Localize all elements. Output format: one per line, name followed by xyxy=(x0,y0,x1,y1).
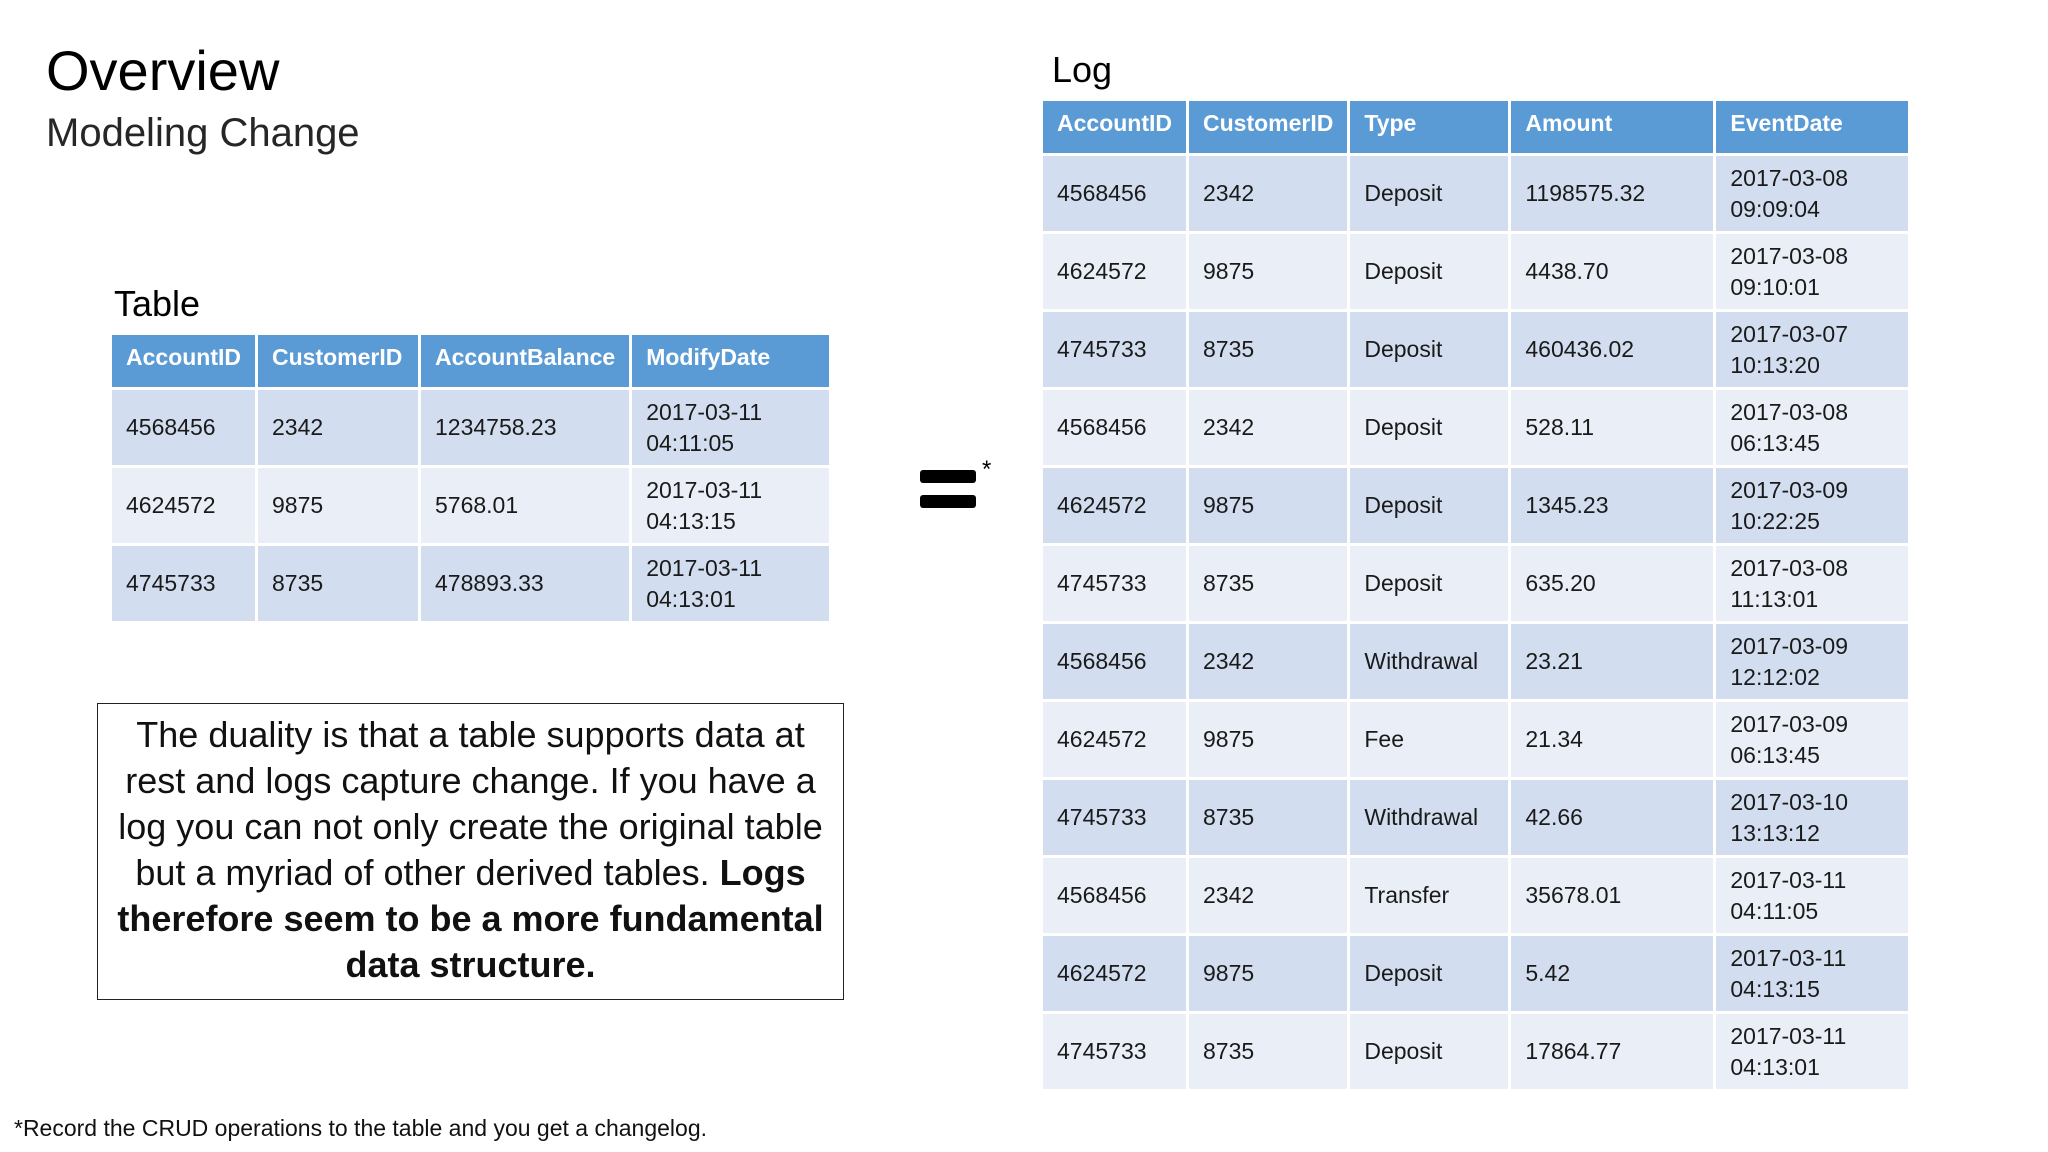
log-cell xyxy=(1716,546,1908,621)
log-body xyxy=(1043,156,1908,1089)
log-cell: 1198575.32 xyxy=(1511,156,1713,231)
table-cell: 4624572 xyxy=(112,468,255,543)
time-part: 04:11:05 xyxy=(646,429,735,456)
time-part: 12:12:02 xyxy=(1730,663,1820,690)
date-part: 2017-03-09 xyxy=(1730,710,1849,737)
date-part: 2017-03-09 xyxy=(1730,632,1849,659)
log-cell: 9875 xyxy=(1189,702,1347,777)
log-cell: Withdrawal xyxy=(1350,780,1508,855)
log-header-row xyxy=(1043,101,1908,153)
table-cell xyxy=(632,390,829,465)
table-cell: 8735 xyxy=(258,546,418,621)
log-cell: 35678.01 xyxy=(1511,858,1713,933)
log-cell: Deposit xyxy=(1350,156,1508,231)
log-cell: 4568456 xyxy=(1043,624,1186,699)
date-part: 2017-03-11 xyxy=(1730,1022,1847,1049)
column-header: AccountID xyxy=(1043,101,1186,153)
log-cell: Deposit xyxy=(1350,468,1508,543)
date-part: 2017-03-08 xyxy=(1730,164,1849,191)
log-cell xyxy=(1716,156,1908,231)
table-cell: 1234758.23 xyxy=(421,390,629,465)
log-cell: 4624572 xyxy=(1043,702,1186,777)
date-part: 2017-03-11 xyxy=(1730,944,1847,971)
log-cell: Fee xyxy=(1350,702,1508,777)
table-row xyxy=(112,390,829,465)
time-part: 13:13:12 xyxy=(1730,819,1820,846)
log-cell xyxy=(1716,1014,1908,1089)
time-part: 04:11:05 xyxy=(1730,897,1819,924)
time-part: 11:13:01 xyxy=(1730,585,1819,612)
log-row xyxy=(1043,312,1908,387)
log-cell: Transfer xyxy=(1350,858,1508,933)
log-cell: Withdrawal xyxy=(1350,624,1508,699)
log-cell: 2342 xyxy=(1189,156,1347,231)
log-cell: 21.34 xyxy=(1511,702,1713,777)
log-cell xyxy=(1716,312,1908,387)
log-cell: 23.21 xyxy=(1511,624,1713,699)
column-header: AccountID xyxy=(112,335,255,387)
table-row xyxy=(112,468,829,543)
time-part: 04:13:01 xyxy=(1730,1053,1820,1080)
time-part: 06:13:45 xyxy=(1730,741,1820,768)
log-row xyxy=(1043,156,1908,231)
page-subtitle: Modeling Change xyxy=(46,111,360,155)
equals-asterisk: * xyxy=(982,456,992,483)
column-header: CustomerID xyxy=(258,335,418,387)
table-header-row xyxy=(112,335,829,387)
log-cell xyxy=(1716,234,1908,309)
equals-bar-top xyxy=(920,470,976,483)
log-row xyxy=(1043,234,1908,309)
log-cell: 2342 xyxy=(1189,858,1347,933)
log-cell xyxy=(1716,468,1908,543)
log-cell xyxy=(1716,702,1908,777)
column-header: AccountBalance xyxy=(421,335,629,387)
log-cell: Deposit xyxy=(1350,234,1508,309)
table-cell: 4745733 xyxy=(112,546,255,621)
log-cell: 8735 xyxy=(1189,546,1347,621)
log-row xyxy=(1043,702,1908,777)
log-cell: 8735 xyxy=(1189,1014,1347,1089)
time-part: 09:09:04 xyxy=(1730,195,1820,222)
column-header: EventDate xyxy=(1716,101,1908,153)
log-cell: 2342 xyxy=(1189,390,1347,465)
log-row xyxy=(1043,1014,1908,1089)
equals-bar-bottom xyxy=(920,495,976,508)
log-cell xyxy=(1716,390,1908,465)
log-cell: 9875 xyxy=(1189,468,1347,543)
log-row xyxy=(1043,858,1908,933)
time-part: 04:13:01 xyxy=(646,585,736,612)
time-part: 04:13:15 xyxy=(646,507,736,534)
time-part: 10:13:20 xyxy=(1730,351,1820,378)
log-cell xyxy=(1716,858,1908,933)
footnote: *Record the CRUD operations to the table and you get a changelog. xyxy=(14,1115,707,1141)
page-title: Overview xyxy=(46,39,280,102)
log-cell: 4745733 xyxy=(1043,1014,1186,1089)
log-cell xyxy=(1716,936,1908,1011)
log-cell: 8735 xyxy=(1189,312,1347,387)
table-cell: 9875 xyxy=(258,468,418,543)
table-cell: 478893.33 xyxy=(421,546,629,621)
time-part: 10:22:25 xyxy=(1730,507,1820,534)
log-cell: 9875 xyxy=(1189,936,1347,1011)
log-row xyxy=(1043,780,1908,855)
log-cell: 4745733 xyxy=(1043,780,1186,855)
date-part: 2017-03-10 xyxy=(1730,788,1849,815)
log-cell: 635.20 xyxy=(1511,546,1713,621)
column-header: Amount xyxy=(1511,101,1713,153)
log-cell: 4438.70 xyxy=(1511,234,1713,309)
callout-text: The duality is that a table supports data at rest and logs capture change. If you have a log you can not only create the original table but a myriad of other derived tables. xyxy=(118,714,823,893)
log-cell: Deposit xyxy=(1350,312,1508,387)
log-cell xyxy=(1716,780,1908,855)
log-cell: 4745733 xyxy=(1043,312,1186,387)
table-label: Table xyxy=(114,283,201,324)
log-cell: 1345.23 xyxy=(1511,468,1713,543)
log-cell: 4745733 xyxy=(1043,546,1186,621)
date-part: 2017-03-11 xyxy=(646,554,763,581)
log-cell: 4624572 xyxy=(1043,468,1186,543)
log-cell: 8735 xyxy=(1189,780,1347,855)
column-header: Type xyxy=(1350,101,1508,153)
date-part: 2017-03-08 xyxy=(1730,242,1849,269)
log-cell xyxy=(1716,624,1908,699)
table-cell: 5768.01 xyxy=(421,468,629,543)
log-cell: 4568456 xyxy=(1043,390,1186,465)
date-part: 2017-03-11 xyxy=(646,476,763,503)
log-cell: 4624572 xyxy=(1043,936,1186,1011)
callout-text-bold: Logs therefore seem to be a more fundamental data structure. xyxy=(117,852,824,985)
table-cell: 4568456 xyxy=(112,390,255,465)
date-part: 2017-03-07 xyxy=(1730,320,1849,347)
time-part: 06:13:45 xyxy=(1730,429,1820,456)
table-cell xyxy=(632,468,829,543)
time-part: 09:10:01 xyxy=(1730,273,1820,300)
account-table xyxy=(109,332,832,624)
table-row xyxy=(112,546,829,621)
log-cell: 4568456 xyxy=(1043,156,1186,231)
log-row xyxy=(1043,546,1908,621)
table-cell: 2342 xyxy=(258,390,418,465)
log-cell: 17864.77 xyxy=(1511,1014,1713,1089)
log-cell: 5.42 xyxy=(1511,936,1713,1011)
log-cell: Deposit xyxy=(1350,1014,1508,1089)
log-label: Log xyxy=(1052,49,1113,90)
date-part: 2017-03-11 xyxy=(646,398,763,425)
log-cell: 42.66 xyxy=(1511,780,1713,855)
log-cell: 4624572 xyxy=(1043,234,1186,309)
log-row xyxy=(1043,936,1908,1011)
time-part: 04:13:15 xyxy=(1730,975,1820,1002)
log-cell: Deposit xyxy=(1350,546,1508,621)
log-cell: Deposit xyxy=(1350,936,1508,1011)
date-part: 2017-03-08 xyxy=(1730,398,1849,425)
callout-box xyxy=(97,703,844,1000)
log-cell: 4568456 xyxy=(1043,858,1186,933)
table-cell xyxy=(632,546,829,621)
log-cell: 528.11 xyxy=(1511,390,1713,465)
date-part: 2017-03-11 xyxy=(1730,866,1847,893)
log-table xyxy=(1040,98,1911,1092)
log-row xyxy=(1043,468,1908,543)
date-part: 2017-03-08 xyxy=(1730,554,1849,581)
log-row xyxy=(1043,624,1908,699)
log-cell: 9875 xyxy=(1189,234,1347,309)
column-header: ModifyDate xyxy=(632,335,829,387)
log-cell: 2342 xyxy=(1189,624,1347,699)
log-cell: Deposit xyxy=(1350,390,1508,465)
column-header: CustomerID xyxy=(1189,101,1347,153)
date-part: 2017-03-09 xyxy=(1730,476,1849,503)
log-row xyxy=(1043,390,1908,465)
log-cell: 460436.02 xyxy=(1511,312,1713,387)
